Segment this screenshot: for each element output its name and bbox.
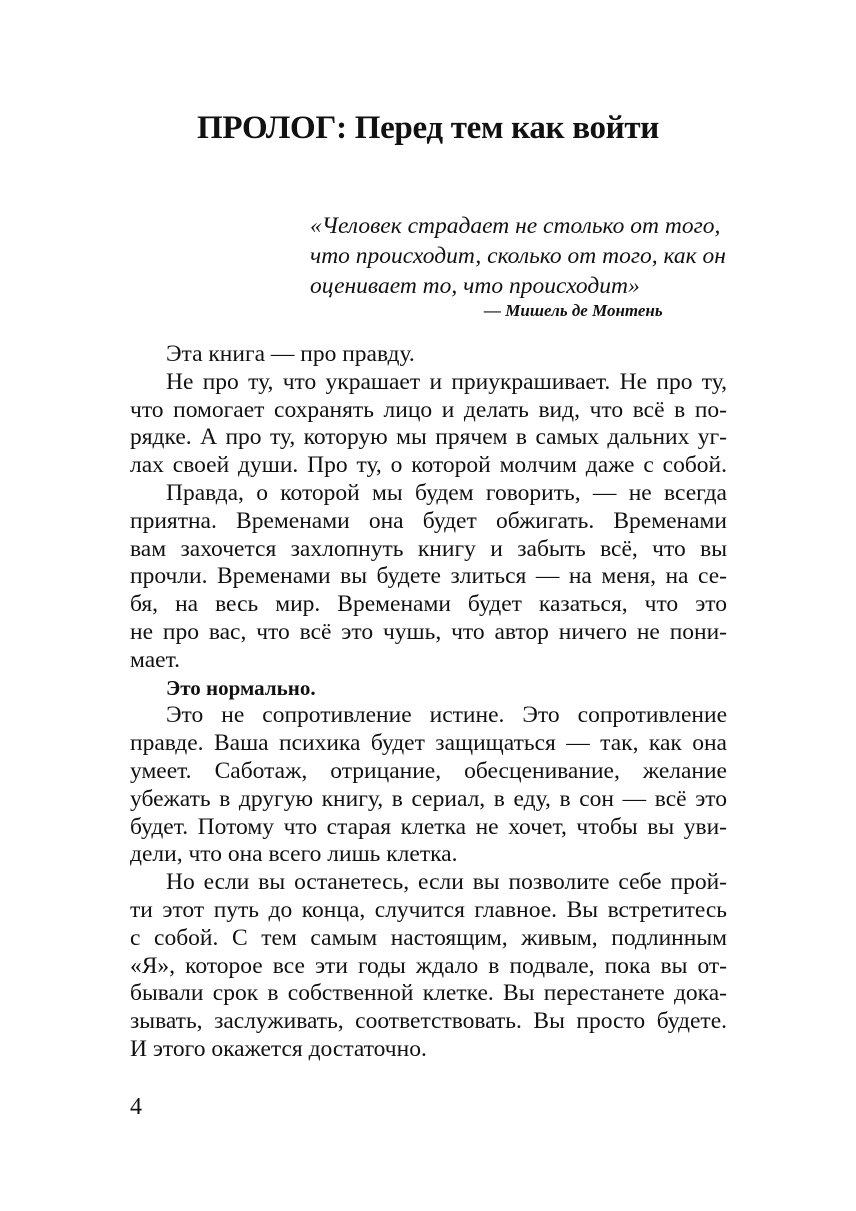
text-line: не про вас, что всё это чушь, что автор ничего не пони- [130, 618, 727, 645]
text-line: вам захочется захлопнуть книгу и забыть всё, что вы [130, 535, 727, 562]
text-line: И этого окажется достаточно. [130, 1035, 427, 1062]
text-line: умеет. Саботаж, отрицание, обесценивание, желание [130, 757, 727, 784]
text-line: правде. Ваша психика будет защищаться — так, как она [130, 730, 727, 757]
epigraph-line: что происходит, сколько от того, как он [310, 243, 726, 269]
text-line: Но если вы останетесь, если вы позволите себе прой- [166, 869, 727, 896]
page-number: 4 [130, 1094, 142, 1120]
text-line: приятна. Временами она будет обжигать. Временами [130, 507, 727, 534]
text-line: лах своей души. Про ту, о которой молчим даже с собой. [130, 452, 727, 479]
body-text [130, 341, 727, 1064]
text-line: рядке. А про ту, которую мы прячем в самых дальних уг- [130, 424, 727, 451]
text-line: Не про ту, что украшает и приукрашивает. Не про ту, [166, 368, 727, 395]
text-line: дели, что она всего лишь клетка. [130, 841, 458, 868]
text-line: убежать в другую книгу, в сериал, в еду, в сон — всё это [130, 785, 727, 812]
bold-statement: Это нормально. [166, 675, 316, 700]
text-line: Правда, о которой мы будем говорить, — не всегда [166, 479, 727, 506]
text-line: будет. Потому что старая клетка не хочет, чтобы вы уви- [130, 813, 727, 840]
epigraph-line: «Человек страдает не столько от того, [310, 213, 721, 239]
chapter-title: ПРОЛОГ: Перед тем как войти [196, 110, 660, 146]
text-line: мает. [130, 646, 180, 673]
text-line: Эта книга — про правду. [166, 341, 415, 367]
text-line: с собой. С тем самым настоящим, живым, подлинным [130, 924, 727, 951]
text-line: Это не сопротивление истине. Это сопротивление [166, 702, 727, 729]
epigraph-line: оценивает то, что происходит» [310, 273, 640, 299]
text-line: прочли. Временами вы будете злиться — на меня, на се- [130, 563, 727, 590]
text-line: что помогает сохранять лицо и делать вид, что всё в по- [130, 396, 727, 423]
text-line: зывать, заслуживать, соответствовать. Вы просто будете. [130, 1008, 727, 1035]
text-line: бывали срок в собственной клетке. Вы перестанете дока- [130, 980, 727, 1007]
text-line: «Я», которое все эти годы ждало в подвале, пока вы от- [130, 952, 727, 979]
epigraph [310, 211, 750, 321]
text-line: бя, на весь мир. Временами будет казаться, что это [130, 591, 727, 618]
epigraph-author: — Мишель де Монтень [484, 301, 663, 320]
text-line: ти этот путь до конца, случится главное. Вы встретитесь [130, 896, 727, 923]
